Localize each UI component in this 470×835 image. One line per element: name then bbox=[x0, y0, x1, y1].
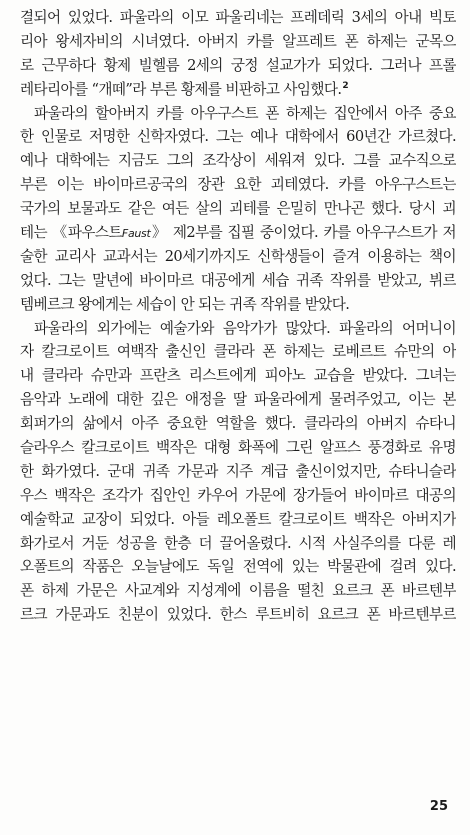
text-line: 폰 하제 가문은 사교계와 지성계에 이름을 떨친 요르크 폰 바르텐부 bbox=[20, 582, 456, 600]
text-line: 술한 교리사 교과서는 20세기까지도 신학생들이 즐겨 이용하는 책이 bbox=[20, 247, 456, 265]
body-text bbox=[20, 6, 456, 627]
text-line: 파울라의 외가에는 예술가와 음악가가 많았다. 파울라의 어머니이 bbox=[34, 319, 456, 337]
text-line: 슬라우스 칼크로이트 백작은 대형 화폭에 그린 알프스 풍경화로 유명 bbox=[20, 439, 456, 457]
text-line: 파울라의 할아버지 카를 아우구스트 폰 하제는 집안에서 아주 중요 bbox=[34, 104, 456, 122]
text-line: 템베르크 왕에게는 세습이 안 되는 귀족 작위를 받았다. bbox=[20, 295, 350, 313]
text-line: 회퍼가의 삶에서 아주 중요한 역할을 했다. 클라라의 아버지 슈타니 bbox=[20, 415, 456, 433]
text-line: 내 클라라 슈만과 프란츠 리스트에게 피아노 교습을 받았다. 그녀는 bbox=[20, 367, 456, 385]
book-title-latin: Faust bbox=[121, 227, 151, 241]
text-line: 국가의 보물과도 같은 여든 살의 괴테를 은밀히 만나곤 했다. 당시 괴 bbox=[20, 200, 456, 218]
text-line: 오폴트의 작품은 오늘날에도 독일 전역에 있는 박물관에 걸려 있다. bbox=[20, 558, 456, 576]
text-line: 화가로서 거둔 성공을 한층 더 끌어올렸다. 시적 사실주의를 다룬 레 bbox=[20, 534, 456, 552]
text-line: 우스 백작은 조각가 집안인 카우어 가문에 장가들어 바이마르 대공의 bbox=[20, 486, 456, 504]
text-line: 부른 이는 바이마르공국의 장관 요한 괴테였다. 카를 아우구스트는 bbox=[20, 176, 456, 194]
text-line bbox=[20, 78, 456, 102]
text-line-content: 테는 《파우스트 bbox=[20, 224, 122, 242]
text-line: 자 칼크로이트 여백작 출신인 클라라 폰 하제는 로베르트 슈만의 아 bbox=[20, 343, 456, 361]
text-line: 결되어 있었다. 파울라의 이모 파울리네는 프레데릭 3세의 아내 빅토 bbox=[20, 9, 456, 26]
text-line-content: 레타리아를 “개떼”라 부른 황제를 비판하고 사임했다. bbox=[20, 80, 342, 98]
text-line: 예나 대학에는 지금도 그의 조각상이 세워져 있다. 그를 교수직으로 bbox=[20, 152, 456, 170]
text-line: 한 인물로 저명한 신학자였다. 그는 예나 대학에서 60년간 가르쳤다. bbox=[20, 128, 456, 146]
text-line: 로 근무하다 황제 빌헬름 2세의 궁정 설교가가 되었다. 그러나 프롤 bbox=[20, 56, 456, 74]
text-line: 한 화가였다. 군대 귀족 가문과 지주 계급 출신이었지만, 슈타니슬라 bbox=[20, 462, 456, 480]
text-line: 르크 가문과도 친분이 있었다. 한스 루트비히 요르크 폰 바르텐부르 bbox=[20, 606, 456, 624]
text-line bbox=[20, 221, 456, 245]
text-line: 었다. 그는 말년에 바이마르 대공에게 세습 귀족 작위를 받았고, 뷔르 bbox=[20, 271, 456, 289]
text-line: 예술학교 교장이 되었다. 아들 레오폴트 칼크로이트 백작은 아버지가 bbox=[20, 510, 456, 528]
text-line-content: 》 제2부를 집필 중이었다. 카를 아우구스트가 저 bbox=[150, 224, 456, 242]
page-number: 25 bbox=[429, 799, 448, 814]
footnote-marker: 2 bbox=[342, 80, 349, 91]
text-line: 리아 왕세자비의 시녀였다. 아버지 카를 알프레트 폰 하제는 군목으 bbox=[20, 32, 456, 50]
text-line: 음악과 노래에 대한 깊은 애정을 딸 파울라에게 물려주었고, 이는 본 bbox=[20, 391, 456, 409]
